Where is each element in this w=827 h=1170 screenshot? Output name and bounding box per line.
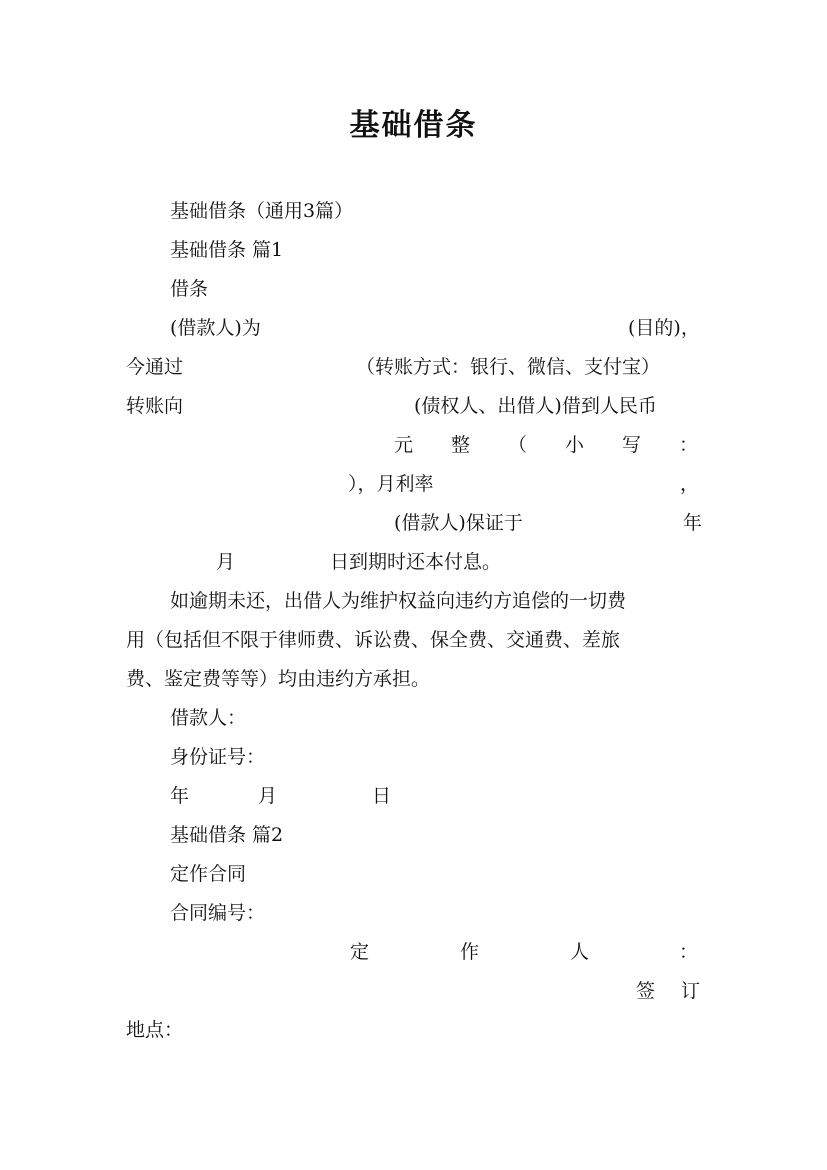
text-fragment: (借款人)为 (170, 317, 261, 339)
text-char: 作 (460, 941, 480, 963)
paragraph-line: 如逾期未还，出借人为维护权益向违约方追偿的一切费 (170, 590, 627, 612)
text-fragment: (目的)， (628, 317, 700, 339)
text-char: （ (508, 434, 528, 456)
text-fragment: 年 (683, 512, 703, 534)
text-char: 写 (622, 434, 642, 456)
text-line: 基础借条（通用3篇） (170, 200, 354, 222)
section-heading: 基础借条 篇2 (170, 824, 284, 846)
text-fragment: (借款人)保证于 (394, 512, 523, 534)
text-char: 定 (350, 941, 370, 963)
paragraph-line: 费、鉴定费等等）均由违约方承担。 (126, 668, 431, 690)
text-fragment: (债权人、出借人)借到人民币 (414, 395, 657, 417)
text-fragment: 月 (216, 551, 236, 573)
text-line: 基础借条 篇1 (170, 239, 284, 261)
place-label: 地点： (126, 1019, 184, 1041)
paragraph-line: 用（包括但不限于律师费、诉讼费、保全费、交通费、差旅 (126, 629, 621, 651)
contract-type: 定作合同 (170, 863, 247, 885)
date-day-label: 日 (372, 785, 392, 807)
text-char: 元 (394, 434, 414, 456)
date-year-label: 年 (170, 785, 190, 807)
text-char: 人 (570, 941, 590, 963)
text-char: ： (679, 941, 699, 963)
text-char: 签 (636, 980, 656, 1002)
text-fragment: （转账方式：银行、微信、支付宝） (356, 356, 661, 378)
text-fragment: 转账向 (126, 395, 184, 417)
text-char: ： (679, 434, 699, 456)
text-fragment: 日到期时还本付息。 (330, 551, 502, 573)
text-fragment: 今通过 (126, 356, 184, 378)
document-title: 基础借条 (349, 108, 478, 143)
contract-number-label: 合同编号： (170, 902, 266, 924)
date-month-label: 月 (258, 785, 278, 807)
borrower-label: 借款人： (170, 707, 247, 729)
text-line: 借条 (170, 278, 209, 300)
text-char: 小 (565, 434, 585, 456)
text-fragment: ），月利率 (348, 473, 434, 495)
text-char: 整 (451, 434, 471, 456)
text-fragment: ， (680, 473, 700, 495)
id-number-label: 身份证号： (170, 746, 266, 768)
text-char: 订 (681, 980, 701, 1002)
